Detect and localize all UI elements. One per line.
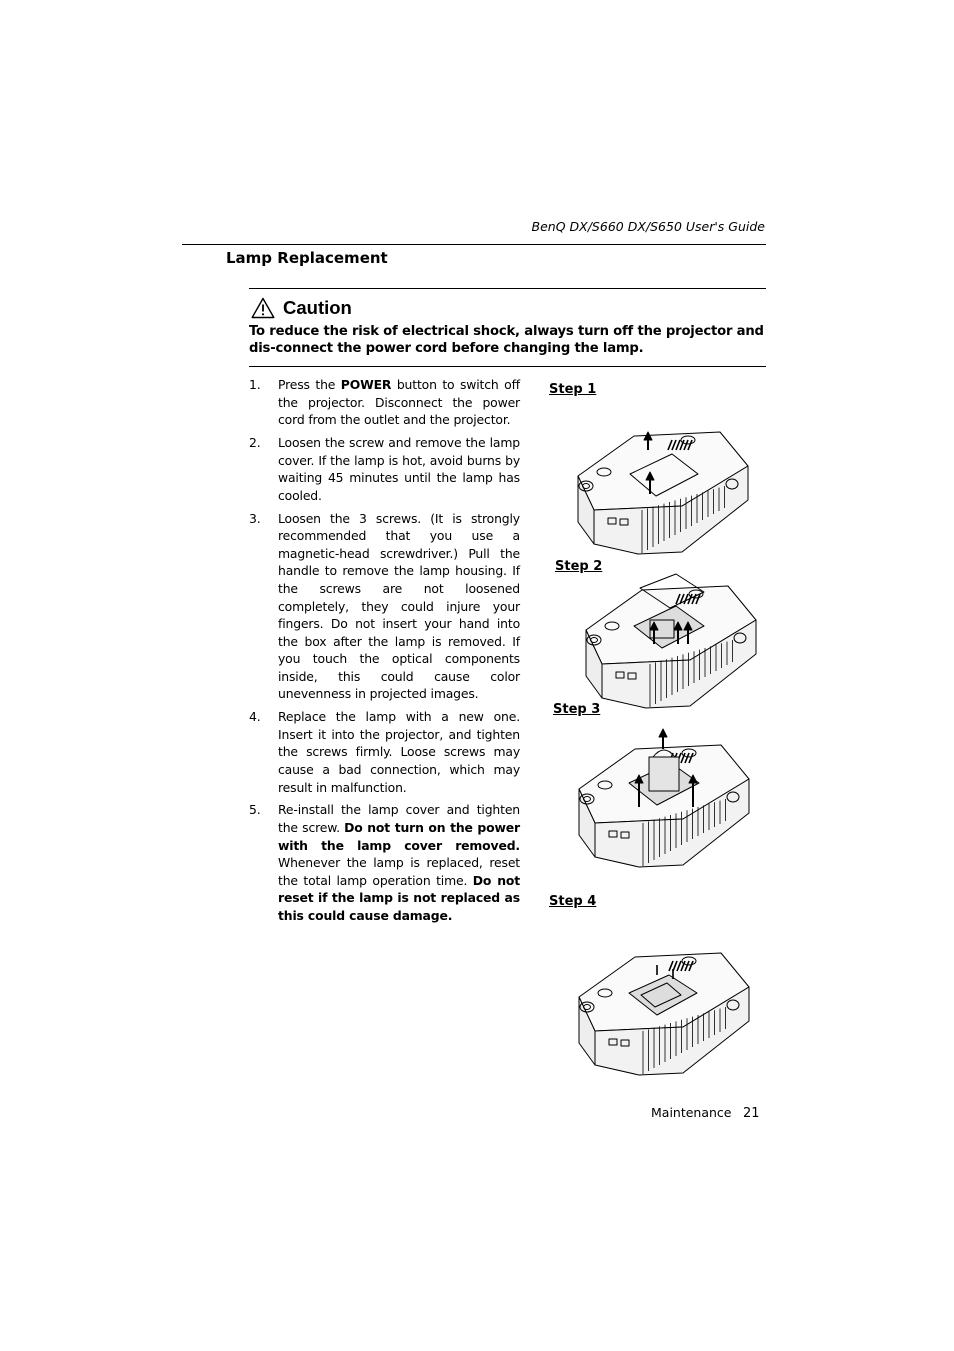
list-item bbox=[249, 434, 520, 504]
step-text: Re-install the lamp cover and tighten the screw. bbox=[278, 802, 520, 835]
step-text: Loosen the screw and remove the lamp cover. If the lamp is hot, avoid burns by waiting 45 minutes until the lamp has cooled. bbox=[278, 434, 520, 503]
figure-label: Step 2 bbox=[555, 559, 603, 574]
list-item bbox=[249, 376, 520, 429]
step-number: 3. bbox=[249, 510, 261, 526]
caution-text: To reduce the risk of electrical shock, always turn off the projector and dis-connect the power cord before changing the lamp. bbox=[249, 324, 764, 356]
caution-title: Caution bbox=[283, 297, 352, 318]
step-text: Replace the lamp with a new one. Insert it into the projector, and tighten the screws firmly. Loose screws may cause a bad connection, which may result in malfunction. bbox=[278, 709, 520, 795]
step-text: Press the bbox=[278, 377, 341, 392]
figure-label: Step 4 bbox=[549, 894, 597, 909]
header-rule bbox=[182, 244, 766, 245]
section-title: Lamp Replacement bbox=[226, 249, 388, 267]
step-number: 2. bbox=[249, 434, 261, 450]
guide-title: BenQ DX/S660 DX/S650 User's Guide bbox=[531, 219, 765, 234]
step-text: Loosen the 3 screws. (It is strongly recommended that you use a magnetic-head screwdriver.) Pull the handle to remove the lamp housing. If the screws are not loosened completely, they could injure your fingers. Do not insert your hand into the box after the lamp is removed. If you touch the optical components inside, this could cause color unevenness in projected images. bbox=[278, 510, 520, 702]
figure-label: Step 1 bbox=[549, 382, 597, 397]
emphasis-text: Do not reset if the lamp is not replaced as this could cause damage. bbox=[278, 872, 521, 923]
step-number: 5. bbox=[249, 802, 261, 818]
step-number: 4. bbox=[249, 709, 261, 725]
emphasis-text: Do not turn on the power with the lamp cover removed. bbox=[278, 820, 520, 853]
step-text: Whenever the lamp is replaced, reset the total lamp operation time. bbox=[278, 855, 520, 888]
list-item bbox=[249, 708, 520, 796]
caution-top-rule bbox=[249, 288, 766, 289]
projector-lamp-cover-icon bbox=[572, 414, 756, 560]
projector-lamp-housing-icon bbox=[573, 727, 757, 873]
projector-lamp-install-icon bbox=[573, 935, 757, 1081]
list-item bbox=[249, 510, 520, 704]
step-number: 1. bbox=[249, 377, 261, 392]
list-item bbox=[249, 801, 520, 924]
projector-cover-removed-icon bbox=[580, 568, 764, 714]
caution-bottom-rule bbox=[249, 366, 766, 367]
figure-label: Step 3 bbox=[553, 702, 601, 717]
page-number: 21 bbox=[743, 1106, 760, 1121]
step-text: button to switch off the projector. Disconnect the power cord from the outlet and the projector. bbox=[278, 377, 520, 428]
footer-chapter: Maintenance bbox=[651, 1105, 732, 1120]
warning-triangle-icon bbox=[251, 297, 275, 319]
instruction-list bbox=[249, 376, 520, 930]
emphasis-text: POWER bbox=[340, 377, 392, 392]
caution-heading bbox=[251, 295, 352, 321]
